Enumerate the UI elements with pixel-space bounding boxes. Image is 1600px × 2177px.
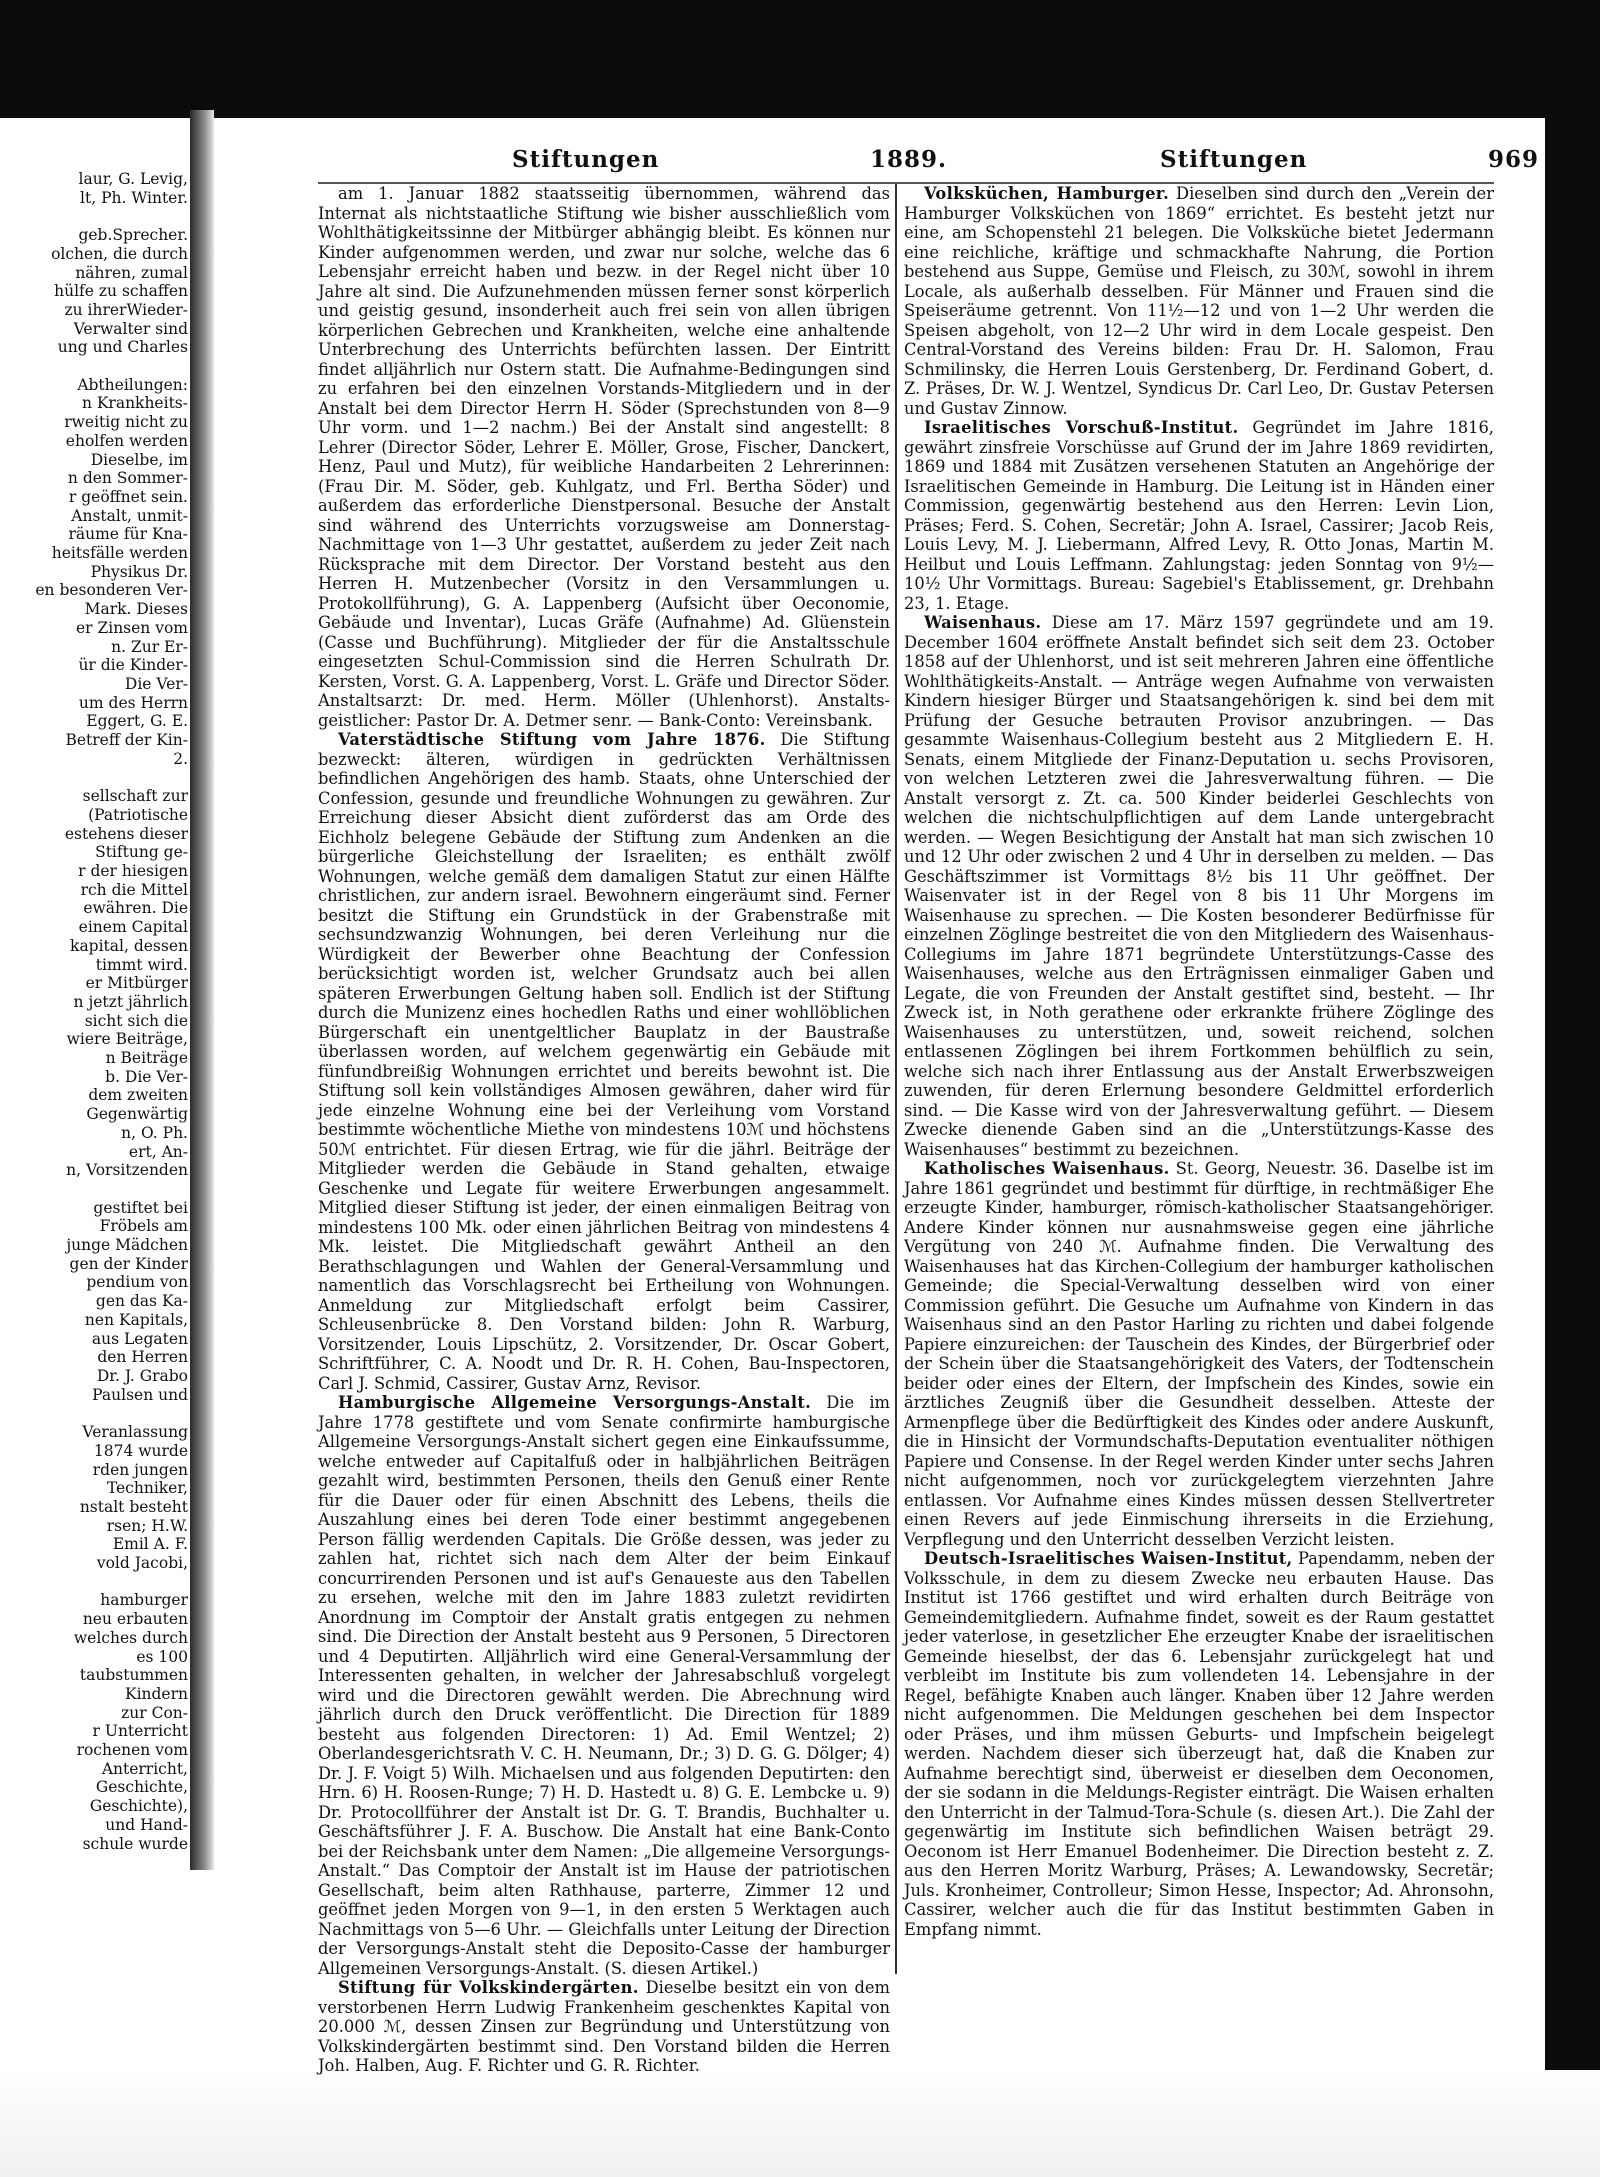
scan-right-border <box>1545 0 1600 2177</box>
fragment-line: n Krankheits- <box>81 394 188 413</box>
fragment-line: n den Sommer- <box>67 469 188 488</box>
article-heading: Vaterstädtische Stiftung vom Jahre 1876. <box>338 730 766 749</box>
header-left-title: Stiftungen <box>512 146 660 173</box>
article-text: Die im Jahre 1778 gestiftete und vom Senate confirmirte hamburgische Allgemeine Versorgungs-Anstalt sichert gegen eine Einkaufssumme, welche entweder auf Capitalfuß oder in halbjährlichen Beiträgen gezahlt wird, bestimmten Personen, theils den Genuß einer Rente für die Dauer oder für einen Abschnitt des Lebens, theils die Auszahlung eines bei deren Tode einer bestimmt angegebenen Person fällig werdenden Capitals. Die Größe dessen, was jeder zu zahlen hat, richtet sich nach dem Alter der beim Einkauf concurrirenden Personen und ist auf's Genaueste aus den Tabellen zu ersehen, welche mit den im Jahre 1883 zuletzt revidirten Anordnung im Comptoir der Anstalt gratis entgegen zu nehmen sind. Die Direction der Anstalt besteht aus 9 Personen, 5 Directoren und 4 Deputirten. Alljährlich wird eine General-Versammlung der Interessenten gehalten, in welcher der Jahresabschluß vorgelegt wird und die Directoren gewählt werden. Die Abrechnung wird jährlich durch den Druck veröffentlicht. Die Direction für 1889 besteht aus folgenden Directoren: 1) Ad. Emil Wentzel; 2) Oberlandesgerichtsrath V. C. H. Neumann, Dr.; 3) D. G. G. Dölger; 4) Dr. J. F. Voigt 5) Wilh. Michaelsen und aus folgenden Deputirten: den Hrn. 6) H. Roosen-Runge; 7) H. D. Hastedt u. 8) G. E. Lembcke u. 9) Dr. Protocollführer der Anstalt ist Dr. G. T. Brandis, Buchhalter u. Geschäftsführer J. F. A. Buschow. Die Anstalt hat eine Bank-Conto bei der Reichsbank unter dem Namen: „Die allgemeine Versorgungs-Anstalt.“ Das Comptoir der Anstalt ist im Hause der patriotischen Gesellschaft, beim alten Rathhause, parterre, Zimmer 12 und geöffnet jeden Morgen von 9—1, in den ersten 5 Werktagen auch Nachmittags von 5—6 Uhr. — Gleichfalls unter Leitung der Direction der Versorgungs-Anstalt steht die Deposito-Casse der hamburger Allgemeinen Versorgungs-Anstalt. (S. diesen Artikel.) <box>318 1393 890 1978</box>
book-gutter-shadow <box>190 110 214 1870</box>
fragment-line: räume für Kna- <box>68 525 188 544</box>
fragment-line: Kindern <box>124 1684 188 1703</box>
fragment-line: sellschaft zur <box>82 787 188 806</box>
fragment-line: ert, An- <box>128 1142 188 1161</box>
fragment-line: rch die Mittel <box>80 880 188 899</box>
article-text: am 1. Januar 1882 staatsseitig übernommen, während das Internat als nichtstaatliche Stiftung wie bisher ausschließlich vom Wohlthätigkeitssinne der Mitbürger abhängig bleibt. Es können nur Kinder aufgenommen werden, und zwar nur solche, welche das 6 Lebensjahr erreicht haben und bezw. in der Regel nicht über 10 Jahre alt sind. Die Aufzunehmenden müssen ferner sonst körperlich und geistig gesund, insonderheit auch frei sein von allen übrigen körperlichen Gebrechen und Krankheiten, welche eine anhaltende Unterbrechung des Unterrichts befürchten lassen. Der Eintritt findet alljährlich nur Ostern statt. Die Aufnahme-Bedingungen sind zu erfahren bei den einzelnen Vorstands-Mitgliedern und in der Anstalt bei dem Director Herrn H. Söder (Sprechstunden von 8—9 Uhr vorm. und 1—2 nachm.) Bei der Anstalt sind angestellt: 8 Lehrer (Director Söder, Lehrer E. Möller, Grose, Fischer, Danckert, Henz, Paul und Mutz), für weibliche Handarbeiten 2 Lehrerinnen: (Frau Dir. M. Söder, geb. Kuhlgatz, und Frl. Bertha Söder) und außerdem das erforderliche Dienstpersonal. Besuche der Anstalt sind während des Unterrichts vorzugsweise am Donnerstag-Nachmittage von 1—3 Uhr gestattet, außerdem zu jeder Zeit nach Rücksprache mit dem Director. Der Vorstand besteht aus den Herren H. Mutzenbecher (Vorsitz in den Versammlungen u. Protokollführung), G. A. Lappenberg (Aufsicht über Oeconomie, Gebäude und Inventar), Lucas Gräfe (Aufnahme) Ad. Glüenstein (Casse und Buchführung). Mitglieder der für die Anstaltsschule eingesetzten Schul-Commission sind die Herren Schulrath Dr. Kersten, Vorst. G. A. Lappenberg, Vorst. L. Gräfe und Director Söder. Anstaltsarzt: Dr. med. Herm. Möller (Uhlenhorst). Anstalts-geistlicher: Pastor Dr. A. Detmer senr. — Bank-Conto: Vereinsbank. <box>318 184 890 730</box>
fragment-line: r der hiesigen <box>78 862 188 881</box>
fragment-line: Geschichte), <box>89 1797 188 1816</box>
article-volkskuechen <box>904 184 1494 418</box>
fragment-line: junge Mädchen <box>66 1236 188 1255</box>
fragment-line: rden jungen <box>92 1460 188 1479</box>
page-number: 969 <box>1488 146 1540 173</box>
fragment-line: Eggert, G. E. <box>86 712 188 731</box>
fragment-line: sicht sich die <box>84 1011 188 1030</box>
fragment-line: ewähren. Die <box>83 899 188 918</box>
fragment-line: pendium von <box>86 1273 188 1292</box>
article-heading: Waisenhaus. <box>924 613 1042 632</box>
article-waisen-institut <box>904 1549 1494 1939</box>
fragment-line: Mark. Dieses <box>84 600 188 619</box>
fragment-line <box>0 207 188 226</box>
fragment-line: um des Herrn <box>78 693 188 712</box>
previous-page-fragment <box>0 170 188 1853</box>
fragment-line: timmt wird. <box>95 955 188 974</box>
fragment-line: Physikus Dr. <box>90 562 188 581</box>
fragment-line: rochenen vom <box>76 1741 188 1760</box>
fragment-line: lt, Ph. Winter. <box>80 188 188 207</box>
fragment-line: wiere Beiträge, <box>66 1030 188 1049</box>
article-volkskindergaerten <box>318 1978 890 2076</box>
article-continuation <box>318 184 890 730</box>
right-column <box>904 184 1494 1984</box>
fragment-line <box>0 769 188 788</box>
fragment-line: es 100 <box>136 1647 188 1666</box>
fragment-line: zu ihrerWieder- <box>64 300 188 319</box>
fragment-line: rsen; H.W. <box>106 1516 188 1535</box>
fragment-line: (Patriotische <box>88 805 188 824</box>
header-right-title: Stiftungen <box>1160 146 1308 173</box>
fragment-line: olchen, die durch <box>51 244 188 263</box>
fragment-line: zur Con- <box>121 1703 188 1722</box>
page-header <box>310 146 1540 182</box>
fragment-line: Betreff der Kin- <box>65 731 188 750</box>
article-heading: Deutsch-Israelitisches Waisen-Institut, <box>924 1549 1293 1568</box>
article-text: Papendamm, neben der Volksschule, in dem zu diesem Zwecke neu erbauten Hause. Das Institut ist 1766 gestiftet und wird erhalten durch Beiträge von Gemeindemitgliedern. Aufnahme findet, soweit es der Raum gestattet jeder vaterlose, in gesetzlicher Ehe erzeugter Knabe der israelitischen Gemeinde hieselbst, der das 6. Lebensjahr zurückgelegt hat und verbleibt im Institute bis zum vollendeten 14. Lebensjahre in der Regel, befähigte Knaben auch länger. Knaben über 12 Jahre werden nicht aufgenommen. Die Meldungen geschehen bei dem Inspector oder Präses, und ihm müssen Geburts- und Impfschein beigelegt werden. Nachdem dieser sich überzeugt hat, daß die Knaben zur Aufnahme berechtigt sind, überweist er dieselben dem Oeconomen, der sie sodann in die Meldungs-Register einträgt. Die Waisen erhalten den Unterricht in der Talmud-Tora-Schule (s. diesen Art.). Die Zahl der gegenwärtig im Institute sich befindlichen Waisen beträgt 29. Oeconom ist Herr Emanuel Bodenheimer. Die Direction besteht z. Z. aus den Herren Moritz Warburg, Präses; A. Lewandowsky, Secretär; Juls. Kronheimer, Controlleur; Simon Hesse, Inspector; Ad. Ahronsohn, Cassirer, welcher auch die für das Institut bestimmten Gaben in Empfang nimmt. <box>904 1549 1494 1939</box>
fragment-line: n, Vorsitzenden <box>66 1161 188 1180</box>
fragment-line: kapital, dessen <box>70 936 188 955</box>
fragment-line: schule wurde <box>82 1834 188 1853</box>
fragment-line: Dieselbe, im <box>90 450 188 469</box>
fragment-line <box>0 1180 188 1199</box>
fragment-line: 2. <box>173 749 188 768</box>
article-heading: Katholisches Waisenhaus. <box>924 1159 1170 1178</box>
fragment-line: r Unterricht <box>92 1722 188 1741</box>
fragment-line: n Beiträge <box>105 1049 188 1068</box>
fragment-line: estehens dieser <box>64 824 188 843</box>
fragment-line <box>0 357 188 376</box>
header-year: 1889. <box>870 146 948 173</box>
fragment-line: en besonderen Ver- <box>35 581 188 600</box>
column-divider <box>895 184 897 1974</box>
fragment-line: ür die Kinder- <box>78 656 188 675</box>
fragment-line: Fröbels am <box>99 1217 188 1236</box>
fragment-line: gen der Kinder <box>69 1254 188 1273</box>
fragment-line: r geöffnet sein. <box>68 487 188 506</box>
article-text: Die Stiftung bezweckt: älteren, würdigen in gedrückten Verhältnissen befindlichen Angehörigen des hamb. Staats, ohne Unterschied der Confession, gesunde und freundliche Wohnungen zu gewähren. Zur Erreichung dieser Absicht dient zuförderst das am Orde des Eichholz belegene Gebäude der Stiftung zum Andenken an die bürgerliche Gleichstellung der Israeliten; es enthält zwölf Wohnungen, welche gemäß dem damaligen Statut zur einen Hälfte christlichen, zur andern israel. Bewohnern eingeräumt sind. Ferner besitzt die Stiftung ein Grundstück in der Grabenstraße mit sechsundzwanzig Wohnungen, bei deren Verleihung nur die Würdigkeit der Bewerber ohne Beachtung der Confession berücksichtigt worden ist, welcher Grundsatz auch bei allen späteren Erwerbungen Geltung haben soll. Endlich ist der Stiftung durch die Munizenz eines hochedlen Raths und einer wohllöblichen Bürgerschaft ein unentgeltlicher Bauplatz in der Baustraße überlassen worden, auf welchem gegenwärtig ein Gebäude mit fünfundbreißig Wohnungen errichtet und bereits bewohnt ist. Die Stiftung soll kein vollständiges Almosen gewähren, daher wird für jede einzelne Wohnung eine bei der Verleihung vom Vorstand bestimmte wöchentliche Miethe von mindestens 10ℳ und höchstens 50ℳ entrichtet. Für diesen Ertrag, wie für die jährl. Beiträge der Mitglieder werden die Gebäude in Stand gehalten, etwaige Geschenke und Legate für weitere Erwerbungen angesammelt. Mitglied dieser Stiftung ist jeder, der einen einmaligen Beitrag von mindestens 100 Mk. oder einen jährlichen Beitrag von mindestens 4 Mk. leistet. Die Mitgliedschaft gewährt Antheil an den Berathschlagungen und Wahlen der General-Versammlung und namentlich das Vorschlagsrecht bei Ertheilung von Wohnungen. Anmeldung zur Mitgliedschaft erfolgt beim Cassirer, Schleusenbrücke 8. Den Vorstand bilden: John R. Warburg, Vorsitzender, Louis Lipschütz, 2. Vorsitzender, Dr. Oscar Gobert, Schriftführer, C. A. Noodt und Dr. R. H. Cohen, Bau-Inspectoren, Carl J. Schmid, Cassirer, Gustav Arnz, Revisor. <box>318 730 890 1393</box>
article-vorschuss-institut <box>904 418 1494 613</box>
fragment-line: Veranlassung <box>82 1423 188 1442</box>
fragment-line: welches durch <box>73 1628 188 1647</box>
article-vaterstaedtische-stiftung <box>318 730 890 1393</box>
fragment-line: hamburger <box>100 1591 188 1610</box>
fragment-line: einem Capital <box>78 918 188 937</box>
fragment-line: n. Zur Er- <box>111 637 188 656</box>
fragment-line: gestiftet bei <box>93 1198 188 1217</box>
fragment-line: Abtheilungen: <box>77 375 188 394</box>
fragment-line: Anterricht, <box>101 1759 188 1778</box>
fragment-line: Emil A. F. <box>112 1535 188 1554</box>
fragment-line: und Hand- <box>105 1815 188 1834</box>
fragment-line: Geschichte, <box>95 1778 188 1797</box>
fragment-line: aus Legaten <box>91 1329 188 1348</box>
article-heading: Hamburgische Allgemeine Versorgungs-Anstalt. <box>338 1393 812 1412</box>
left-column <box>318 184 890 2075</box>
fragment-line: nstalt besteht <box>79 1497 188 1516</box>
article-text: Diese am 17. März 1597 gegründete und am 19. December 1604 eröffnete Anstalt befindet sich seit dem 23. October 1858 auf der Uhlenhorst, und ist seit mehreren Jahren eine öffentliche Wohlthätigkeits-Anstalt. — Anträge wegen Aufnahme von verwaisten Kindern hiesiger Bürger und Staatsangehörigen k. sind bei dem mit Prüfung der Gesuche betrauten Provisor anzubringen. — Das gesammte Waisenhaus-Collegium besteht aus 2 Mitgliedern E. H. Senats, einem Mitgliede der Finanz-Deputation u. sechs Provisoren, von welchen Letzteren zwei die Jahresverwaltung führen. — Die Anstalt versorgt z. Zt. ca. 500 Kinder beiderlei Geschlechts von welchen die nichtschulpflichtigen auf dem Lande untergebracht werden. — Wegen Besichtigung der Anstalt hat man sich zwischen 10 und 12 Uhr oder zwischen 2 und 4 Uhr in derselben zu melden. — Das Geschäftszimmer ist Vormittags 8½ bis 11 Uhr geöffnet. Der Waisenvater ist in der Regel von 8 bis 11 Uhr Morgens im Waisenhause zu sprechen. — Die Kosten besonderer Bedürfnisse für einzelnen Zöglinge bestreitet die von den Mitgliedern des Waisenhaus-Collegiums im Jahre 1871 begründete Unterstützungs-Casse des Waisenhauses, welche aus den Erträgnissen einmaliger Gaben und Legate, die von Freunden der Anstalt gestiftet sind, besteht. — Ihr Zweck ist, in Noth gerathene oder erkrankte frühere Zöglinge des Waisenhauses zu unterstützen, und, soweit reichend, solchen entlassenen Zöglingen bei ihrem Fortkommen behülflich zu sein, welche sich nach ihrer Entlassung aus der Anstalt Erwerbszweigen zuwenden, für deren Erlernung besondere Geldmittel erforderlich sind. — Die Kasse wird von der Jahresverwaltung geführt. — Diesem Zwecke dienende Gaben sind an die „Unterstützungs-Kasse des Waisenhauses“ bestimmt zu bezeichnen. <box>904 613 1494 1159</box>
fragment-line: n jetzt jährlich <box>73 992 188 1011</box>
article-text: Dieselbe besitzt ein von dem verstorbenen Herrn Ludwig Frankenheim geschenktes Kapital von 20.000 ℳ, dessen Zinsen zur Begründung und Unterstützung von Volkskindergärten bestimmt sind. Den Vorstand bilden die Herren Joh. Halben, Aug. F. Richter und G. R. Richter. <box>318 1978 890 2075</box>
fragment-line: Stiftung ge- <box>95 843 188 862</box>
fragment-line: heitsfälle werden <box>51 544 188 563</box>
fragment-line: Die Ver- <box>124 674 188 693</box>
article-text: Gegründet im Jahre 1816, gewährt zinsfreie Vorschüsse auf Grund der im Jahre 1869 revidirten, 1869 und 1884 mit Zusätzen versehenen Statuten an Angehörige der Israelitischen Gemeinde in Hamburg. Die Leitung ist in Händen einer Commission, gegenwärtig bestehend aus den Herren: Levin Lion, Präses; Ferd. S. Cohen, Secretär; John A. Israel, Cassirer; Jacob Reis, Louis Levy, M. J. Liebermann, Alfred Levy, R. Otto Jonas, Martin M. Heilbut und Louis Leffmann. Zahlungstag: jeden Sonntag von 9½—10½ Uhr Vormittags. Bureau: Sagebiel's Etablissement, gr. Drehbahn 23, 1. Etage. <box>904 418 1494 613</box>
fragment-line: Verwalter sind <box>73 319 188 338</box>
fragment-line: neu erbauten <box>82 1610 188 1629</box>
fragment-line <box>0 1404 188 1423</box>
fragment-line: laur, G. Levig, <box>78 170 188 188</box>
article-katholisches-waisenhaus <box>904 1159 1494 1549</box>
article-text: St. Georg, Neuestr. 36. Daselbe ist im Jahre 1861 gegründet und bestimmt für dürftige, in rechtmäßiger Ehe erzeugte Kinder, hamburger, römisch-katholischer Staatsangehöriger. Andere Kinder können nur ausnahmsweise gegen eine jährliche Vergütung von 240 ℳ. Aufnahme finden. Die Verwaltung des Waisenhauses hat das Kirchen-Collegium der hamburger katholischen Gemeinde; die Special-Verwaltung desselben wird von einer Commission geführt. Die Gesuche um Aufnahme von Kindern in das Waisenhaus sind an den Pastor Harling zu richten und dabei folgende Papiere einzureichen: der Tauschein des Kindes, der Bürgerbrief oder der Schein über die Staatsangehörigkeit des Vaters, der Todtenschein beider oder eines der Eltern, der Impfschein des Kindes, sowie ein ärztliches Zeugniß über die Gesundheit desselben. Atteste der Armenpflege über die Bedürftigkeit des Kindes oder andere Auskunft, die in Hinsicht der Vormundschafts-Deputation eventualiter nöthigen Papiere und Consense. In der Regel werden Kinder unter sechs Jahren nicht aufgenommen, noch vor zurückgelegtem vierzehnten Jahre entlassen. Vor Aufnahme eines Kindes müssen dessen Stellvertreter einen Revers auf jede Einmischung ihrerseits in die Erziehung, Verpflegung und den Unterricht desselben Verzicht leisten. <box>904 1159 1494 1549</box>
article-waisenhaus <box>904 613 1494 1159</box>
fragment-line: 1874 wurde <box>93 1441 188 1460</box>
fragment-line: den Herren <box>97 1348 188 1367</box>
fragment-line: b. Die Ver- <box>105 1067 188 1086</box>
fragment-line <box>0 1573 188 1592</box>
article-versorgungs-anstalt <box>318 1393 890 1978</box>
scan-top-border <box>0 0 1600 118</box>
fragment-line: n, O. Ph. <box>121 1123 188 1142</box>
article-text: Dieselben sind durch den „Verein der Hamburger Volksküchen von 1869“ errichtet. Es besteht jetzt nur eine, am Schopenstehl 21 belegen. Die Volksküche bietet Jedermann eine reichliche, kräftige und schmackhafte Nahrung, die Portion bestehend aus Suppe, Gemüse und Fleisch, zu 30ℳ, sowohl in ihrem Locale, als außerhalb desselben. Für Männer und Frauen sind die Speiseräume getrennt. Von 11½—12 und von 1—2 Uhr werden die Speisen abgeholt, von 12—2 Uhr wird in dem Locale gespeist. Den Central-Vorstand des Vereins bilden: Frau Dr. H. Salomon, Frau Schmilinsky, die Herren Louis Gerstenberg, Dr. Ferdinand Gobert, d. Z. Präses, Dr. W. J. Wentzel, Syndicus Dr. Carl Leo, Dr. Gustav Petersen und Gustav Zinnow. <box>904 184 1494 418</box>
article-heading: Israelitisches Vorschuß-Institut. <box>924 418 1239 437</box>
fragment-line: vold Jacobi, <box>96 1554 188 1573</box>
article-heading: Stiftung für Volkskindergärten. <box>338 1978 639 1997</box>
fragment-line: nähren, zumal <box>75 263 188 282</box>
fragment-line: Anstalt, unmit- <box>71 506 188 525</box>
fragment-line: Gegenwärtig <box>86 1105 188 1124</box>
fragment-line: hülfe zu schaffen <box>54 282 188 301</box>
fragment-line: eholfen werden <box>65 431 188 450</box>
article-heading: Volksküchen, Hamburger. <box>924 184 1170 203</box>
fragment-line: geb.Sprecher. <box>78 226 188 245</box>
fragment-line: Dr. J. Grabo <box>96 1367 188 1385</box>
fragment-line: dem zweiten <box>88 1086 188 1105</box>
fragment-line: ung und Charles <box>57 338 188 357</box>
fragment-line: Paulsen und <box>92 1385 188 1404</box>
fragment-line: nen Kapitals, <box>84 1310 188 1329</box>
fragment-line: taubstummen <box>79 1666 188 1685</box>
fragment-line: er Zinsen vom <box>75 618 188 637</box>
scan-bottom-margin <box>0 2070 1600 2177</box>
fragment-line: gen das Ka- <box>95 1292 188 1311</box>
fragment-line: rweitig nicht zu <box>64 413 188 432</box>
fragment-line: er Mitbürger <box>85 974 188 993</box>
fragment-line: Techniker, <box>106 1479 188 1498</box>
